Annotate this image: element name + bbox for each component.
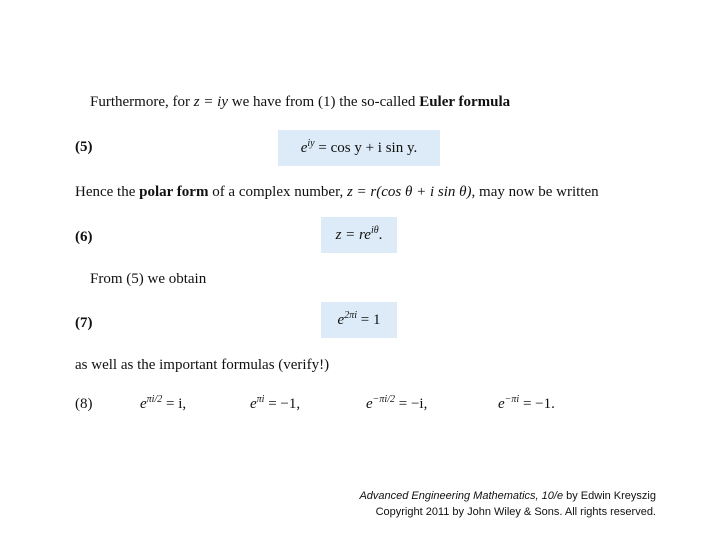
eq7-number: (7) — [75, 315, 93, 331]
eq8-item-3 — [366, 396, 427, 413]
eq5-box — [278, 130, 440, 166]
eq8-number: (8) — [75, 396, 93, 412]
eq7-formula — [337, 309, 381, 329]
eq7-sup: 2πi — [344, 309, 357, 321]
eq6-number: (6) — [75, 229, 93, 245]
eq8-item-4 — [498, 396, 555, 413]
eq8-item-1-base: e — [140, 396, 147, 412]
eq7-box — [321, 302, 397, 338]
from5-text: From (5) we obtain — [90, 271, 207, 287]
polar-form-term: polar form — [139, 184, 209, 200]
credit-book-title: Advanced Engineering Mathematics, 10/e — [359, 490, 564, 502]
eq6-lhs: z = re — [335, 226, 371, 243]
euler-formula-term: Euler formula — [419, 94, 511, 110]
polar-math: z = r(cos θ + i sin θ) — [346, 184, 472, 200]
credit-copyright: Copyright 2011 by John Wiley & Sons. All rights reserved. — [375, 506, 656, 518]
eq8-item-4-sup: −πi — [504, 394, 520, 405]
important-text: as well as the important formulas (verify!) — [75, 357, 330, 373]
eq6-formula — [335, 224, 383, 244]
eq8-item-3-rhs: = −i, — [395, 396, 428, 412]
eq6-sup: iθ — [370, 224, 379, 236]
eq5-number: (5) — [75, 139, 93, 155]
eq5-rhs: = cos y + i sin y. — [314, 139, 418, 156]
polar-text-a: Hence the — [75, 184, 140, 200]
eq8-item-4-base: e — [498, 396, 505, 412]
eq6-tail: . — [378, 226, 383, 243]
eq8-item-3-base: e — [366, 396, 373, 412]
eq8-item-1-sup: πi/2 — [146, 394, 163, 405]
eq8-item-2-base: e — [250, 396, 257, 412]
eq8-item-2-rhs: = −1, — [264, 396, 301, 412]
credit-book-line — [359, 490, 656, 502]
eq5-formula — [300, 137, 418, 157]
eq8-item-1 — [140, 396, 186, 413]
eq5-sup: iy — [307, 137, 315, 149]
eq7-tail: = 1 — [357, 311, 381, 328]
eq8-item-3-sup: −πi/2 — [372, 394, 395, 405]
eq8-item-2-sup: πi — [256, 394, 265, 405]
eq6-box — [321, 217, 397, 253]
eq8-item-2 — [250, 396, 300, 413]
eq8-item-4-rhs: = −1. — [519, 396, 555, 412]
intro-text-b: we have from (1) the so-called — [228, 94, 420, 110]
intro-text-a: Furthermore, for — [90, 94, 194, 110]
polar-text-b: of a complex number, — [208, 184, 347, 200]
eq7-base: e — [337, 311, 345, 328]
polar-paragraph — [75, 184, 599, 201]
polar-text-c: , may now be written — [471, 184, 599, 200]
intro-math: z = iy — [193, 94, 229, 110]
eq5-base: e — [300, 139, 308, 156]
intro-paragraph — [90, 94, 510, 111]
eq8-item-1-rhs: = i, — [162, 396, 187, 412]
credit-author: by Edwin Kreyszig — [563, 490, 656, 502]
